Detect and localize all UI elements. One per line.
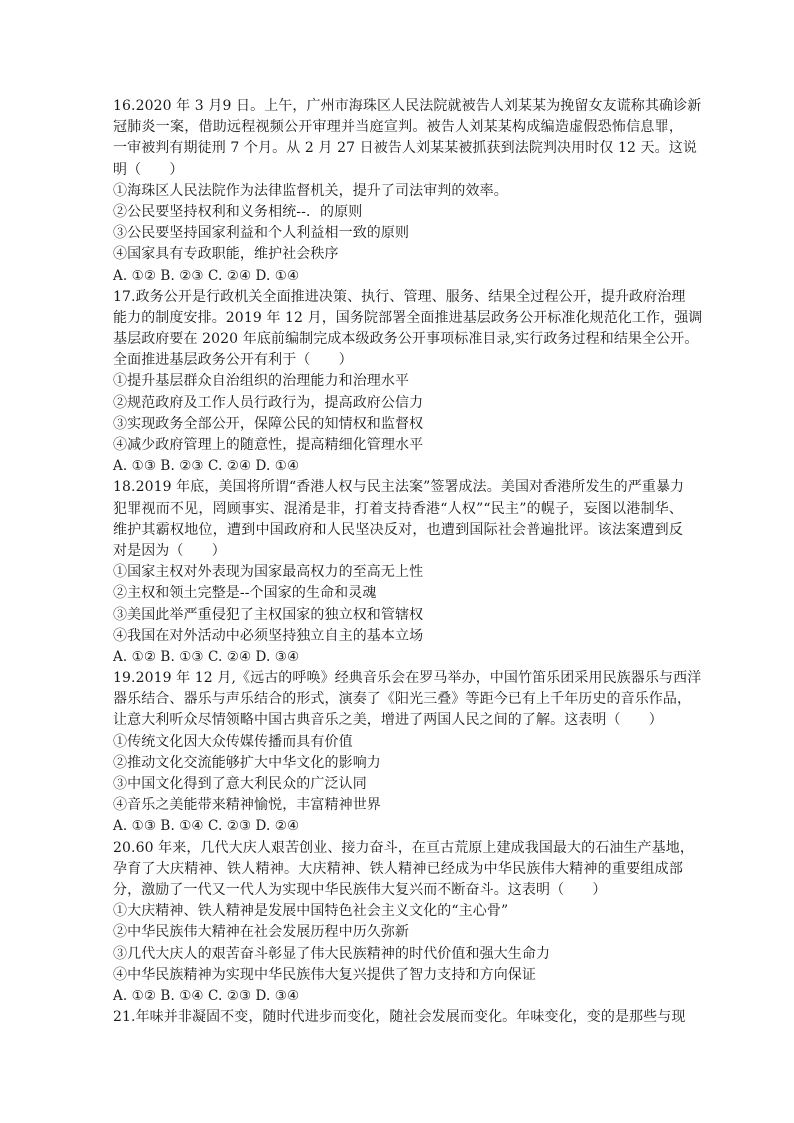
question-17 [113, 287, 703, 478]
question-19 [113, 668, 702, 838]
answer-choices: A. ①② B. ①③ C. ②④ D. ③④ [113, 648, 300, 665]
question-text-line: 全面推进基层政务公开有利于（ ） [113, 352, 353, 369]
question-text-line: 维护其霸权地位，遭到中国政府和人民坚决反对，也遭到国际社会普遍批评。该法案遭到反 [113, 521, 683, 538]
question-text-line: 基层政府要在 2020 年底前编制完成本级政务公开事项标准目录,实行政务过程和结果全公开。 [113, 331, 699, 348]
option-item: ③几代大庆人的艰苦奋斗彰显了伟大民族精神的时代价值和强大生命力 [113, 945, 551, 962]
option-item: ④中华民族精神为实现中华民族伟大复兴提供了智力支持和方向保证 [113, 966, 536, 983]
option-item: ④国家具有专政职能，维护社会秩序 [113, 246, 339, 263]
option-item: ③美国此举严重侵犯了主权国家的独立权和管辖权 [113, 606, 424, 623]
answer-choices: A. ①② B. ①④ C. ②③ D. ③④ [113, 987, 300, 1004]
question-text-line: 16.2020 年 3 月9 日。上午，广州市海珠区人民法院就被告人刘某某为挽留女友谎称其确诊新 [113, 98, 702, 114]
option-item: ②推动文化交流能够扩大中华文化的影响力 [113, 754, 381, 771]
option-item: ①提升基层群众自治组织的治理能力和治理水平 [113, 373, 410, 390]
question-18 [113, 477, 683, 668]
question-text-line: 冠肺炎一案，借助远程视频公开审理并当庭宣判。被告人刘某某构成编造虚假恐怖信息罪， [113, 119, 683, 136]
answer-choices: A. ①② B. ②③ C. ②④ D. ①④ [113, 267, 300, 284]
option-item: ①大庆精神、铁人精神是发展中国特色社会主义文化的“主心骨” [113, 903, 509, 920]
question-text-line: 一审被判有期徒刑 7 个月。从 2 月 27 日被告人刘某某被抓获到法院判决用时仅 12 天。这说 [113, 140, 697, 157]
question-text-line: 孕育了大庆精神、铁人精神。大庆精神、铁人精神已经成为中华民族伟大精神的重要组成部 [113, 860, 683, 877]
option-item: ④减少政府管理上的随意性，提高精细化管理水平 [113, 437, 424, 453]
question-text-line: 器乐结合、器乐与声乐结合的形式，演奏了《阳光三叠》等距今已有上千年历史的音乐作品， [113, 691, 692, 708]
option-item: ③中国文化得到了意大利民众的广泛认同 [113, 776, 367, 792]
answer-choices: A. ①③ B. ②③ C. ②④ D. ①④ [113, 458, 300, 475]
option-item: ①海珠区人民法院作为法律监督机关，提升了司法审判的效率。 [113, 182, 508, 199]
option-item: ③实现政务全部公开，保障公民的知情权和监督权 [113, 415, 424, 432]
question-20 [113, 838, 694, 1008]
option-item: ②中华民族伟大精神在社会发展历程中历久弥新 [113, 924, 410, 941]
question-text-line: 能力的制度安排。2019 年 12 月，国务院部署全面推进基层政务公开标准化规范化工作，强调 [113, 309, 703, 326]
question-text-line: 对是因为（ ） [113, 542, 226, 559]
question-text-line: 犯罪视而不见，罔顾事实、混淆是非，打着支持香港“人权”“民主”的幌子，妄图以港制华、 [113, 500, 683, 517]
question-text-line: 19.2019 年 12 月,《远古的呼唤》经典音乐会在罗马举办，中国竹笛乐团采用民族器乐与西洋 [113, 670, 702, 687]
question-text-line: 20.60 年来，几代大庆人艰苦创业、接力奋斗，在亘古荒原上建成我国最大的石油生产基地， [113, 839, 694, 856]
option-item: ②规范政府及工作人员行政行为，提高政府公信力 [113, 394, 424, 411]
exam-page [113, 96, 703, 1028]
question-text-line: 让意大利听众尽情领略中国古典音乐之美，增进了两国人民之间的了解。这表明（ ） [113, 712, 663, 729]
option-item: ④我国在对外活动中必须坚持独立自主的基本立场 [113, 627, 424, 644]
question-text-line: 17.政务公开是行政机关全面推进决策、执行、管理、服务、结果全过程公开，提升政府治理 [113, 288, 686, 305]
question-text-line: 明（ ） [113, 161, 184, 178]
question-text-line: 18.2019 年底，美国将所谓“香港人权与民主法案”签署成法。美国对香港所发生的严重暴力 [113, 479, 685, 496]
question-21 [113, 1007, 686, 1028]
question-text-line: 21.年味并非凝固不变，随时代进步而变化，随社会发展而变化。年味变化，变的是那些与现 [113, 1009, 686, 1026]
option-item: ①国家主权对外表现为国家最高权力的至高无上性 [113, 564, 424, 581]
answer-choices: A. ①③ B. ①④ C. ②③ D. ②④ [113, 818, 300, 835]
option-item: ②公民要坚持权利和义务相统--．的原则 [113, 203, 363, 220]
option-item: ③公民要坚持国家利益和个人利益相一致的原则 [113, 225, 410, 242]
question-16 [113, 96, 702, 287]
option-item: ②主权和领土完整是--个国家的生命和灵魂 [113, 585, 377, 602]
option-item: ①传统文化因大众传媒传播而具有价值 [113, 733, 353, 750]
option-item: ④音乐之美能带来精神愉悦，丰富精神世界 [113, 797, 381, 814]
question-text-line: 分，激励了一代又一代人为实现中华民族伟大复兴而不断奋斗。这表明（ ） [113, 881, 607, 898]
